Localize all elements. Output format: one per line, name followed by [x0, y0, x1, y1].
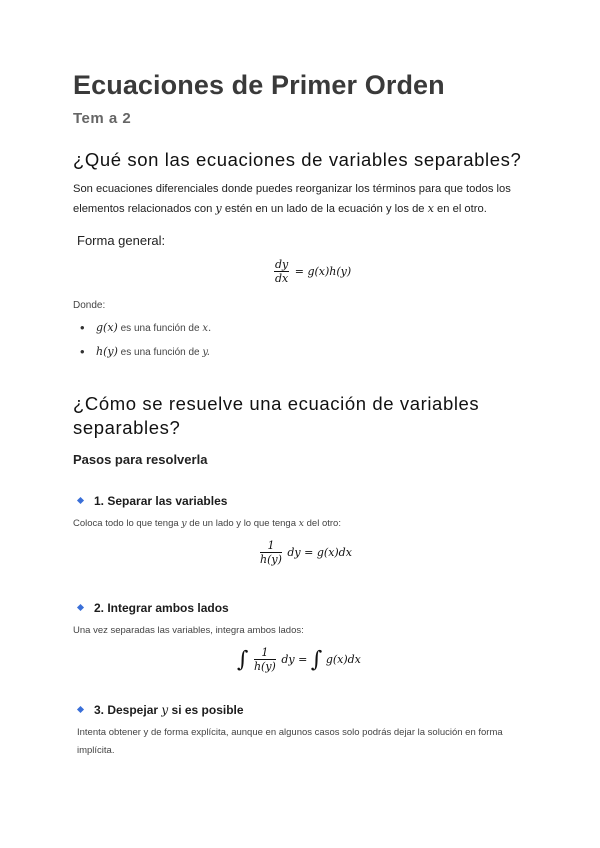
page-title: Ecuaciones de Primer Orden: [73, 70, 445, 100]
fraction-numerator: dy: [275, 258, 289, 271]
intro-paragraph: [73, 180, 533, 219]
section-heading-how: ¿Cómo se resuelve una ecuación de variables separables?: [73, 393, 480, 438]
equation-rhs: = g(x)h(y): [294, 265, 352, 278]
diamond-bullet-icon: [77, 497, 84, 504]
step-1-description: Coloca todo lo que tenga y de un lado y lo que tenga x del otro:: [73, 518, 341, 529]
step-3-heading: 3. Despejar y si es posible: [78, 703, 244, 717]
var-y: y: [215, 202, 222, 215]
list-item: • h(y) es una función de y.: [80, 344, 211, 368]
intro-text-c: en el otro.: [437, 203, 487, 215]
one-over-h-fraction: $\frac{1}{h(y)}$: [253, 646, 276, 673]
intro-text-b: estén en un lado de la ecuación y los de: [224, 203, 425, 215]
diamond-bullet-icon: [77, 706, 84, 713]
step-2-heading: 2. Integrar ambos lados: [78, 601, 229, 615]
page-subtitle: Tem a 2: [73, 110, 132, 127]
var-x: x: [427, 202, 434, 215]
step-1-equation: $\frac{1}{h(y)}$ dy = g(x)dx: [260, 539, 352, 566]
integral-sign: ∫: [310, 647, 323, 673]
integral-sign: ∫: [237, 647, 249, 673]
fraction-denominator: dx: [275, 272, 289, 285]
where-bullet-list: [80, 320, 211, 368]
general-equation: [272, 259, 351, 285]
intro-text-a: elementos relacionados con: [73, 203, 213, 215]
one-over-h-fraction: $\frac{1}{h(y)}$: [260, 539, 282, 566]
step-3-description: Intenta obtener y de forma explícita, aunque en algunos casos solo podrás dejar la solución en forma implícita.: [77, 727, 503, 756]
steps-title: Pasos para resolverla: [73, 452, 208, 467]
step-1-heading: 1. Separar las variables: [78, 494, 227, 508]
general-form-label: Forma general:: [77, 233, 166, 248]
intro-line-1: Son ecuaciones diferenciales donde puedes reorganizar los términos para que todos los: [73, 183, 511, 195]
diamond-bullet-icon: [77, 604, 84, 611]
dy-dx-fraction: [274, 259, 289, 285]
list-item: • g(x) es una función de x.: [80, 320, 211, 344]
where-label: Donde:: [73, 300, 106, 311]
intro-line-2: [73, 199, 533, 219]
step-2-equation: ∫ $\frac{1}{h(y)}$ dy = ∫ g(x)dx: [237, 646, 361, 673]
step-2-description: Una vez separadas las variables, integra ambos lados:: [73, 625, 304, 636]
section-heading-what: ¿Qué son las ecuaciones de variables separables?: [73, 149, 522, 170]
